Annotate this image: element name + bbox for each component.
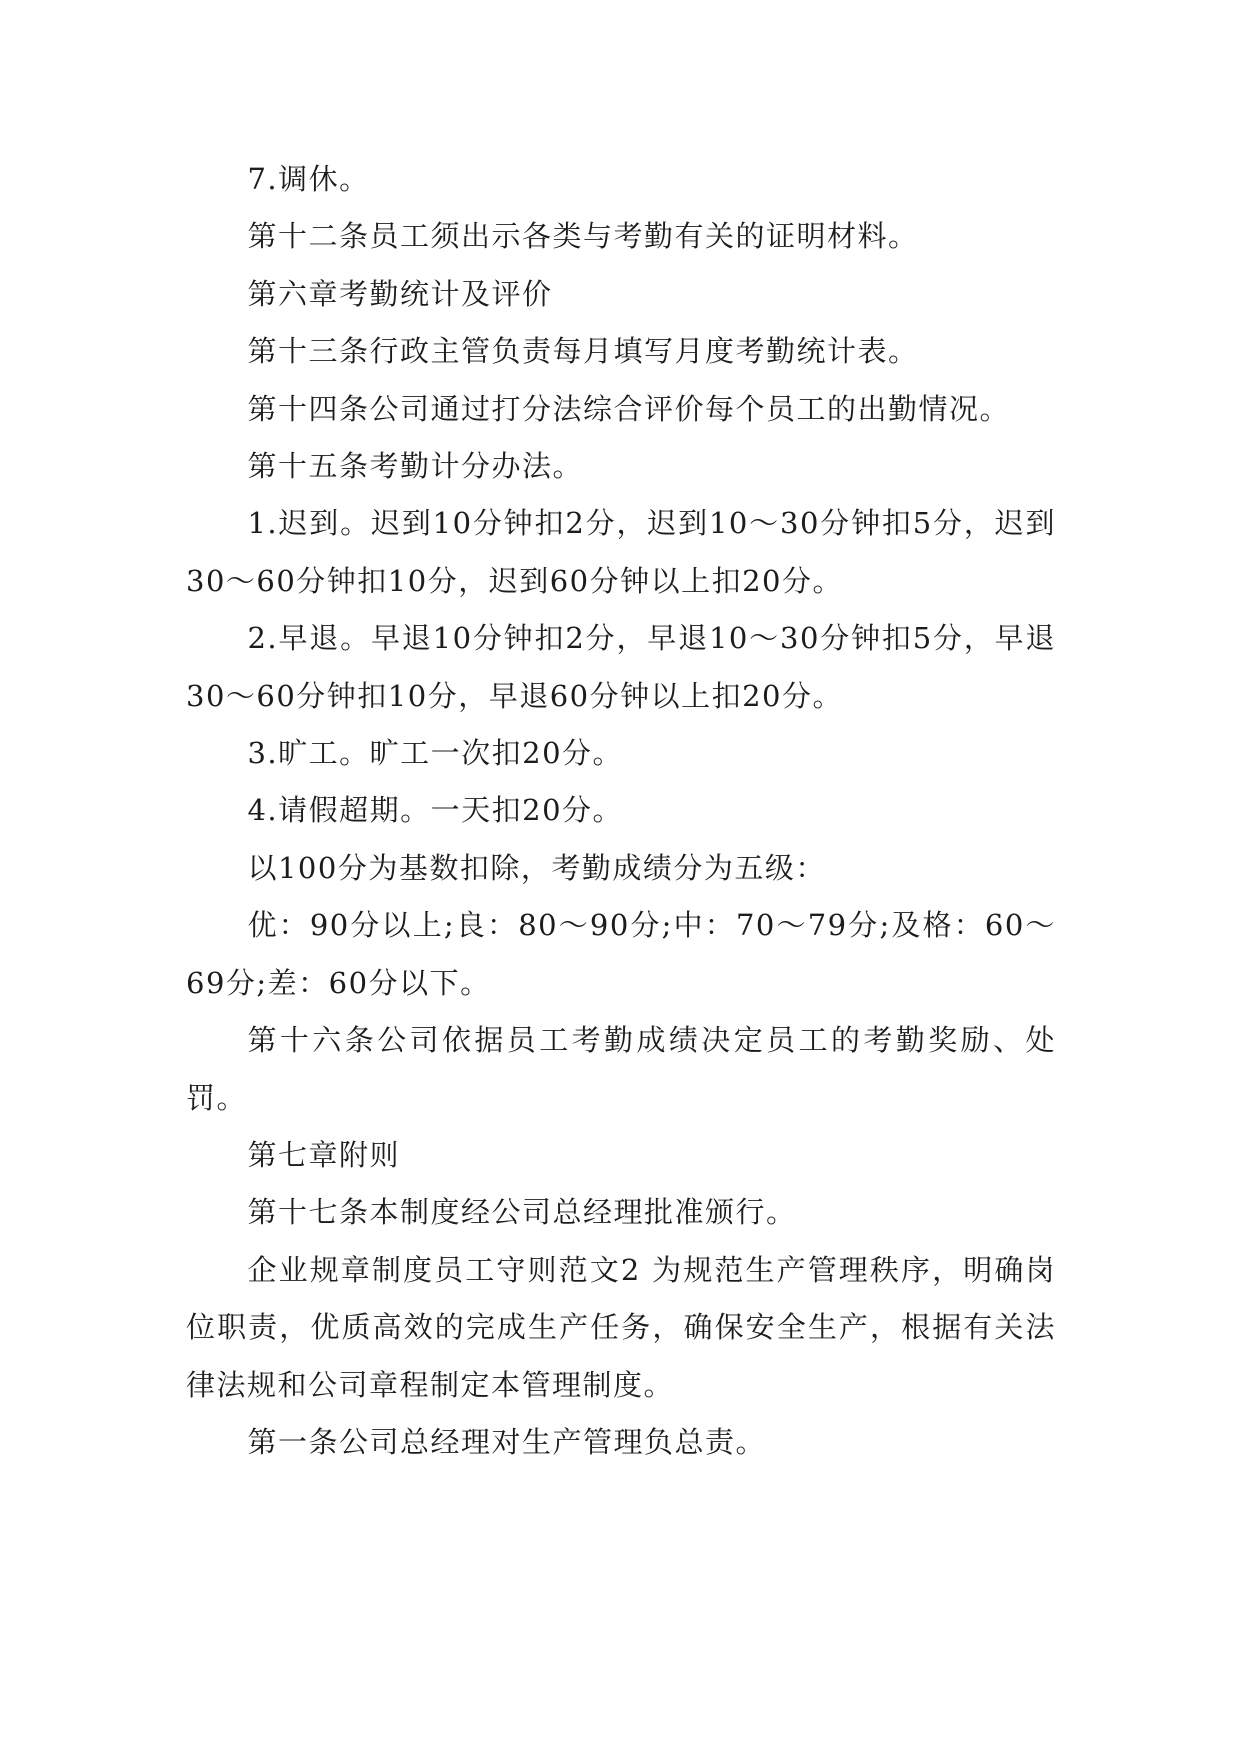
paragraph-2: 第十二条员工须出示各类与考勤有关的证明材料。 bbox=[247, 219, 919, 254]
chapter-heading-7: 第七章附则 bbox=[247, 1137, 400, 1172]
paragraph-late: 1.迟到。迟到10分钟扣2分，迟到10～30分钟扣5分，迟到30～60分钟扣10分，迟到60分钟以上扣20分。 bbox=[186, 506, 1056, 598]
chapter-heading-6: 第六章考勤统计及评价 bbox=[247, 276, 553, 311]
paragraph-early-leave: 2.早退。早退10分钟扣2分，早退10～30分钟扣5分，早退30～60分钟扣10分，早退60分钟以上扣20分。 bbox=[186, 621, 1056, 713]
paragraph-sample-2: 企业规章制度员工守则范文2 为规范生产管理秩序，明确岗位职责，优质高效的完成生产任务，确保安全生产，根据有关法律法规和公司章程制定本管理制度。 bbox=[186, 1252, 1056, 1402]
paragraph-leave-overdue: 4.请假超期。一天扣20分。 bbox=[247, 793, 624, 828]
paragraph-article-1: 第一条公司总经理对生产管理负总责。 bbox=[247, 1424, 766, 1459]
paragraph-6: 第十五条考勤计分办法。 bbox=[247, 449, 583, 484]
paragraph-17: 第十七条本制度经公司总经理批准颁行。 bbox=[247, 1195, 797, 1230]
paragraph-grades: 优：90分以上;良：80～90分;中：70～79分;及格：60～69分;差：60分以下。 bbox=[186, 908, 1056, 1000]
document-body bbox=[186, 151, 1056, 1471]
paragraph-16: 第十六条公司依据员工考勤成绩决定员工的考勤奖励、处罚。 bbox=[186, 1023, 1056, 1115]
paragraph-base-score: 以100分为基数扣除，考勤成绩分为五级： bbox=[247, 850, 826, 885]
paragraph-1: 7.调休。 bbox=[247, 162, 370, 196]
paragraph-absence: 3.旷工。旷工一次扣20分。 bbox=[247, 736, 624, 771]
paragraph-4: 第十三条行政主管负责每月填写月度考勤统计表。 bbox=[247, 334, 919, 369]
paragraph-5: 第十四条公司通过打分法综合评价每个员工的出勤情况。 bbox=[247, 391, 1010, 426]
